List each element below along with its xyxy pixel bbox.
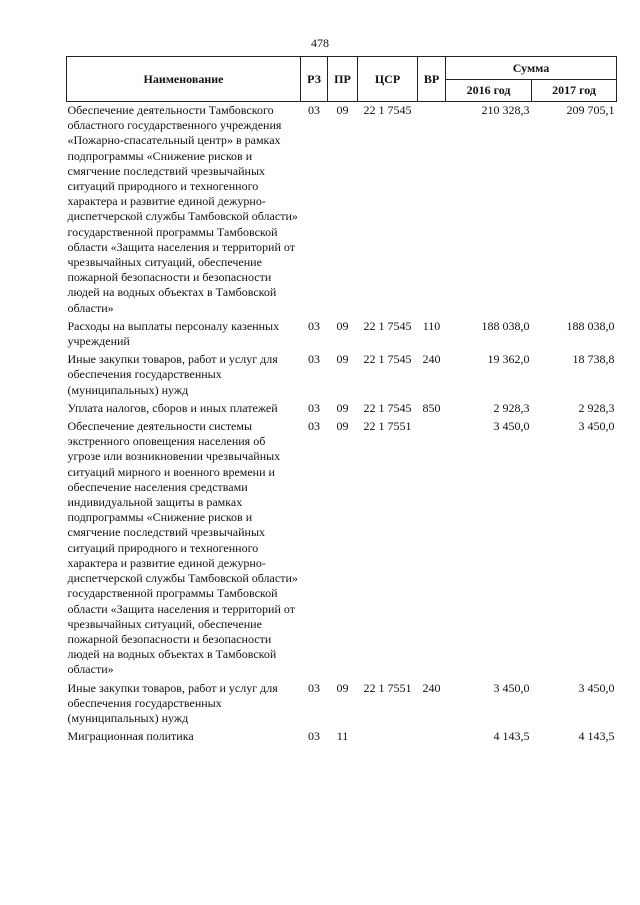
header-sum: Сумма [446, 57, 617, 80]
row-name: Обеспечение деятельности Тамбовского областного государственного учреждения «Пожарно-спасательный центр» в рамках подпрограммы «Снижение рисков и смягчение последствий чрезвычайных ситуаций природного и техногенного характера и развитие единой дежурно-диспетчерской службы Тамбовской области» государственной программы Тамбовской области «Защита населения и территорий от чрезвычайных ситуаций, обеспечение пожарной безопасности и безопасности людей на водных объектах в Тамбовской области» [67, 103, 298, 315]
row-2016: 3 450,0 [493, 680, 530, 695]
row-rz: 03 [308, 352, 320, 367]
row-2016: 210 328,3 [481, 103, 530, 117]
row-2016: 188 038,0 [481, 318, 530, 333]
header-year-2016: 2016 год [446, 80, 532, 102]
header-pr: ПР [328, 57, 358, 102]
row-pr: 09 [336, 352, 349, 367]
row-pr: 09 [336, 419, 349, 434]
row-pr: 09 [336, 318, 349, 333]
row-2016: 2 928,3 [493, 400, 530, 415]
table-row [67, 726, 617, 744]
row-csr: 22 1 7545 [363, 352, 412, 367]
table-row [67, 316, 617, 349]
row-csr: 22 1 7545 [363, 103, 412, 117]
row-rz: 03 [308, 400, 320, 415]
row-2016: 4 143,5 [493, 729, 530, 744]
row-name: Миграционная политика [67, 729, 194, 744]
row-csr: 22 1 7551 [363, 680, 412, 695]
row-csr: 22 1 7545 [363, 318, 412, 333]
row-rz: 03 [308, 680, 320, 695]
row-rz: 03 [308, 729, 320, 744]
table-row [67, 398, 617, 416]
header-year-2017: 2017 год [532, 80, 617, 102]
row-2017: 2 928,3 [578, 400, 615, 415]
row-csr: 22 1 7545 [363, 400, 412, 415]
row-name: Иные закупки товаров, работ и услуг для обеспечения государственных (муниципальных) нужд [67, 680, 278, 725]
header-name: Наименование [67, 57, 301, 102]
row-2017: 209 705,1 [566, 103, 615, 117]
row-vr [418, 726, 446, 744]
row-name: Обеспечение деятельности системы экстренного оповещения населения об угрозе или возникновении чрезвычайных ситуаций мирного и военного времени и обеспечение населения средствами индивидуальной защиты в рамках подпрограммы «Снижение рисков и смягчение последствий чрезвычайных ситуаций природного и техногенного характера и развитие единой дежурно-диспетчерской службы Тамбовской области» государственной программы Тамбовской области «Защита населения и территорий от чрезвычайных ситуаций, обеспечение пожарной безопасности и безопасности людей на водных объектах в Тамбовской области» [67, 419, 298, 677]
row-name: Расходы на выплаты персоналу казенных учреждений [67, 318, 280, 349]
row-2017: 3 450,0 [578, 419, 615, 434]
row-vr: 110 [422, 318, 441, 333]
budget-table [66, 56, 617, 744]
page-number: 478 [311, 36, 329, 50]
row-vr: 850 [422, 400, 441, 415]
row-2017: 188 038,0 [566, 318, 615, 333]
row-2017: 3 450,0 [578, 680, 615, 695]
row-pr: 09 [336, 680, 349, 695]
table-row [67, 416, 617, 677]
row-vr [418, 416, 446, 677]
row-rz: 03 [308, 419, 320, 434]
header-rz: РЗ [301, 57, 328, 102]
table-row [67, 102, 617, 316]
row-2017: 4 143,5 [578, 729, 615, 744]
row-pr: 11 [336, 729, 349, 744]
row-pr: 09 [336, 400, 349, 415]
table-row [67, 349, 617, 398]
row-vr [418, 102, 446, 316]
row-rz: 03 [308, 103, 320, 117]
table-body [67, 102, 617, 745]
row-csr [358, 726, 418, 744]
row-2017: 18 738,8 [572, 352, 615, 367]
table-header [67, 57, 617, 102]
row-name: Уплата налогов, сборов и иных платежей [67, 400, 278, 415]
row-csr: 22 1 7551 [363, 419, 412, 434]
row-vr: 240 [422, 680, 441, 695]
row-pr: 09 [336, 103, 349, 117]
table-row [67, 678, 617, 727]
row-name: Иные закупки товаров, работ и услуг для обеспечения государственных (муниципальных) нужд [67, 352, 278, 397]
row-2016: 19 362,0 [487, 352, 530, 367]
header-vr: ВР [418, 57, 446, 102]
row-vr: 240 [422, 352, 441, 367]
header-csr: ЦСР [358, 57, 418, 102]
row-2016: 3 450,0 [493, 419, 530, 434]
row-rz: 03 [308, 318, 320, 333]
